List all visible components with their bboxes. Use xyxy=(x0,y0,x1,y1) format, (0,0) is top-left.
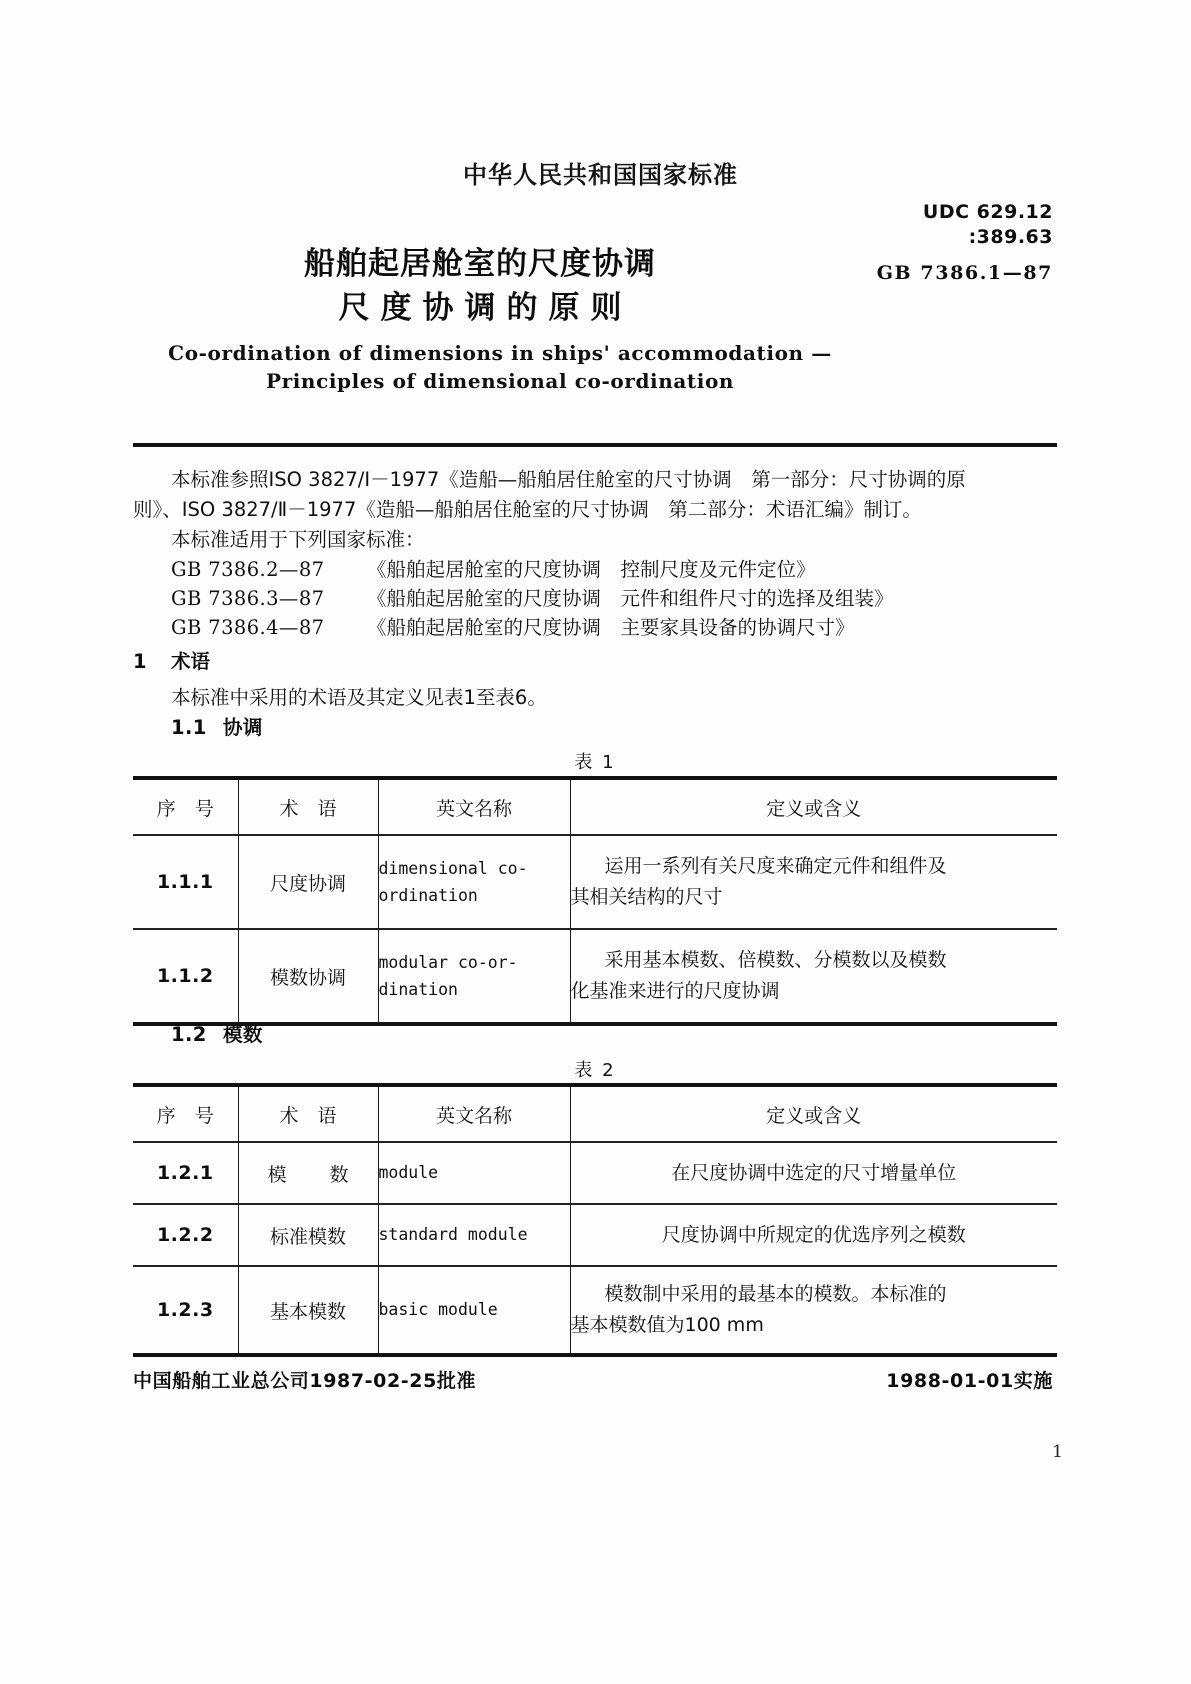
english-line-2: ordination xyxy=(378,886,478,905)
table-header-row xyxy=(133,778,1057,835)
footer-divider-rule xyxy=(133,1353,1057,1356)
cell-definition: 尺度协调中所规定的优选序列之模数 xyxy=(570,1204,1057,1266)
column-header-definition: 定义或含义 xyxy=(570,778,1057,835)
cell-index: 1.1.2 xyxy=(133,929,238,1024)
cell-term: 基本模数 xyxy=(238,1266,378,1355)
column-header-english: 英文名称 xyxy=(378,1085,570,1142)
section-number: 1 xyxy=(133,650,147,673)
cell-term: 标准模数 xyxy=(238,1204,378,1266)
page-title-cn-line2: 尺度协调的原则 xyxy=(338,290,633,326)
national-standard-text: 中华人民共和国国家标准 xyxy=(463,161,738,189)
table-2-caption: 表 2 xyxy=(574,1060,616,1081)
intro-paragraph-line2: 则》、ISO 3827/Ⅱ－1977《造船—船舶居住舱室的尺寸协调 第二部分：术语汇编》制订。 xyxy=(133,498,922,521)
list-item xyxy=(171,612,855,640)
page-title-en-line1: Co-ordination of dimensions in ships' accommodation — xyxy=(168,341,832,365)
section-heading-1 xyxy=(133,646,210,674)
cell-definition xyxy=(570,929,1057,1024)
standard-number: GB 7386.1—87 xyxy=(876,262,1053,284)
page-title-cn-line1: 船舶起居舱室的尺度协调 xyxy=(304,246,656,282)
english-line-1: dimensional co- xyxy=(378,858,528,878)
referenced-standard-code: GB 7386.3—87 xyxy=(171,587,325,610)
subsection-number: 1.2 xyxy=(171,1023,207,1046)
footer-approval-text: 中国船舶工业总公司1987-02-25批准 xyxy=(133,1370,477,1392)
definition-line-2: 基本模数值为100 mm xyxy=(570,1314,764,1336)
applicability-paragraph: 本标准适用于下列国家标准： xyxy=(171,528,425,551)
cell-term: 模数协调 xyxy=(238,929,378,1024)
definition-line-1: 运用一系列有关尺度来确定元件和组件及 xyxy=(604,855,947,878)
table-row xyxy=(133,929,1057,1024)
cell-index: 1.2.1 xyxy=(133,1142,238,1204)
column-header-index: 序 号 xyxy=(133,778,238,835)
definition-line-1: 模数制中采用的最基本的模数。本标准的 xyxy=(604,1283,947,1306)
column-header-term: 术 语 xyxy=(238,1085,378,1142)
section-heading-1-2 xyxy=(171,1019,263,1047)
table-header-row xyxy=(133,1085,1057,1142)
national-standard-heading xyxy=(0,155,1191,190)
cell-english: standard module xyxy=(378,1204,570,1266)
page-title-en-line2: Principles of dimensional co-ordination xyxy=(265,369,735,393)
cell-english: module xyxy=(378,1142,570,1204)
terminology-table-2 xyxy=(133,1083,1057,1357)
definition-line-2: 化基准来进行的尺度协调 xyxy=(570,980,780,1002)
cell-index: 1.1.1 xyxy=(133,835,238,929)
referenced-standard-name: 《船舶起居舱室的尺度协调 主要家具设备的协调尺寸》 xyxy=(367,616,855,639)
terminology-table-1 xyxy=(133,776,1057,1026)
column-header-definition: 定义或含义 xyxy=(570,1085,1057,1142)
column-header-term: 术 语 xyxy=(238,778,378,835)
subsection-title: 协调 xyxy=(223,716,263,739)
cell-term: 尺度协调 xyxy=(238,835,378,929)
list-item xyxy=(171,583,894,611)
section-title: 术语 xyxy=(171,650,211,673)
referenced-standard-code: GB 7386.4—87 xyxy=(171,616,325,639)
referenced-standard-code: GB 7386.2—87 xyxy=(171,558,325,581)
cell-english xyxy=(378,835,570,929)
section-1-paragraph: 本标准中采用的术语及其定义见表1至表6。 xyxy=(171,686,547,709)
cell-index: 1.2.2 xyxy=(133,1204,238,1266)
footer-effective-date: 1988-01-01实施 xyxy=(886,1370,1053,1392)
cell-english: basic module xyxy=(378,1266,570,1355)
udc-line-2: :389.63 xyxy=(968,226,1053,249)
referenced-standard-name: 《船舶起居舱室的尺度协调 元件和组件尺寸的选择及组装》 xyxy=(367,587,894,610)
cell-english xyxy=(378,929,570,1024)
cell-definition: 在尺度协调中选定的尺寸增量单位 xyxy=(570,1142,1057,1204)
cell-term: 模 数 xyxy=(238,1142,378,1204)
table-row xyxy=(133,1142,1057,1204)
page-number: 1 xyxy=(1052,1442,1063,1462)
udc-classification xyxy=(923,200,1053,250)
subsection-title: 模数 xyxy=(223,1023,263,1046)
section-heading-1-1 xyxy=(171,712,263,740)
cell-definition xyxy=(570,835,1057,929)
column-header-index: 序 号 xyxy=(133,1085,238,1142)
table-1-caption: 表 1 xyxy=(574,752,616,773)
referenced-standard-name: 《船舶起居舱室的尺度协调 控制尺度及元件定位》 xyxy=(367,558,816,581)
subsection-number: 1.1 xyxy=(171,716,207,739)
table-row xyxy=(133,835,1057,929)
list-item xyxy=(171,554,816,582)
table-row xyxy=(133,1266,1057,1355)
table-row xyxy=(133,1204,1057,1266)
english-line-1: modular co-or- xyxy=(378,952,518,972)
definition-line-1: 采用基本模数、倍模数、分模数以及模数 xyxy=(604,949,947,972)
udc-line-1: UDC 629.12 xyxy=(922,201,1053,223)
english-line-2: dination xyxy=(378,980,458,999)
intro-paragraph-line1: 本标准参照ISO 3827/Ⅰ－1977《造船—船舶居住舱室的尺寸协调 第一部分：尺寸协调的原 xyxy=(171,468,966,491)
cell-definition xyxy=(570,1266,1057,1355)
definition-line-2: 其相关结构的尺寸 xyxy=(570,886,723,908)
header-divider-rule xyxy=(133,443,1057,447)
cell-index: 1.2.3 xyxy=(133,1266,238,1355)
column-header-english: 英文名称 xyxy=(378,778,570,835)
